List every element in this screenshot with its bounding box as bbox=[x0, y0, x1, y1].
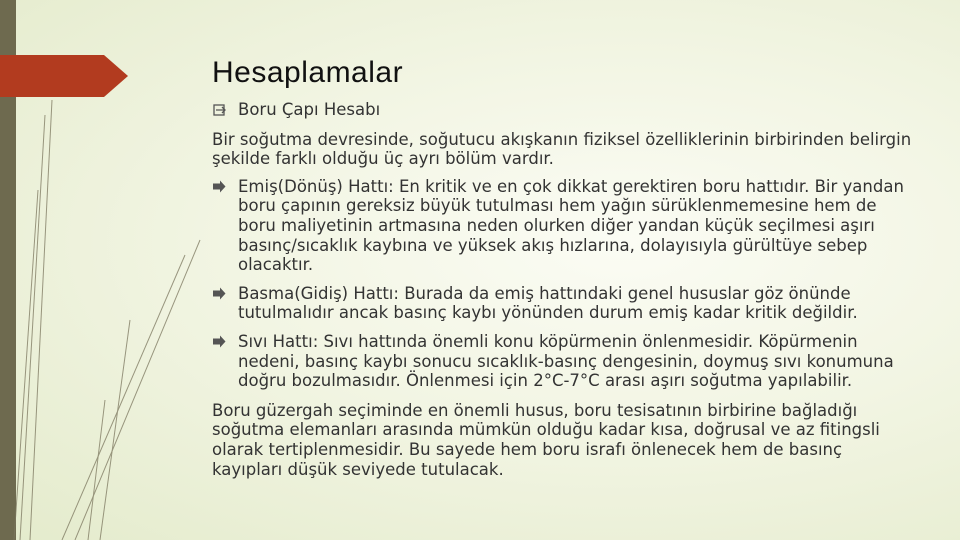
sub-heading bbox=[212, 100, 912, 120]
list-item bbox=[212, 284, 912, 323]
arrow-bullet-icon bbox=[212, 287, 226, 300]
checkbox-arrow-icon bbox=[212, 101, 230, 119]
list-item-text: Sıvı Hattı: Sıvı hattında önemli konu köpürmenin önlenmesidir. Köpürmenin nedeni, basınç kaybı sonucu sıcaklık-basınç dengesinin, doymuş sıvı konumuna doğru bozulmasıdır. Önlenmesi için 2°C-7°C arası aşırı soğutma yapılabilir. bbox=[238, 331, 894, 391]
arrow-bullet-icon bbox=[212, 335, 226, 348]
intro-paragraph: Bir soğutma devresinde, soğutucu akışkanın fiziksel özelliklerinin birbirinden belirgin şekilde farklı olduğu üç ayrı bölüm vardır. bbox=[212, 129, 912, 169]
slide-content bbox=[212, 100, 912, 487]
list-item bbox=[212, 332, 912, 391]
list-item-text: Basma(Gidiş) Hattı: Burada da emiş hattındaki genel hususlar göz önünde tutulmalıdır ancak basınç kaybı yönünden durum emiş kadar kritik değildir. bbox=[238, 283, 858, 323]
bullet-list bbox=[212, 177, 912, 391]
arrow-bullet-icon bbox=[212, 180, 226, 193]
list-item-text: Emiş(Dönüş) Hattı: En kritik ve en çok dikkat gerektiren boru hattıdır. Bir yandan boru çapının gereksiz büyük tutulması hem yağın sürüklenmemesine hem de boru maliyetinin artmasına neden olurken diğer yandan küçük seçilmesi aşırı basınç/sıcaklık kaybına ve yüksek akış hızlarına, dolayısıyla gürültüye sebep olacaktır. bbox=[238, 176, 904, 275]
sub-heading-text: Boru Çapı Hesabı bbox=[238, 100, 381, 119]
slide-title: Hesaplamalar bbox=[212, 56, 404, 89]
closing-paragraph: Boru güzergah seçiminde en önemli husus, boru tesisatının birbirine bağladığı soğutma elemanları arasında mümkün olduğu kadar kısa, doğrusal ve az fitingsli olarak tertiplenmesidir. Bu sayede hem boru israfı önlenecek hem de basınç kayıpları düşük seviyede tutulacak. bbox=[212, 400, 880, 479]
accent-arrow bbox=[0, 55, 128, 97]
list-item bbox=[212, 177, 912, 275]
